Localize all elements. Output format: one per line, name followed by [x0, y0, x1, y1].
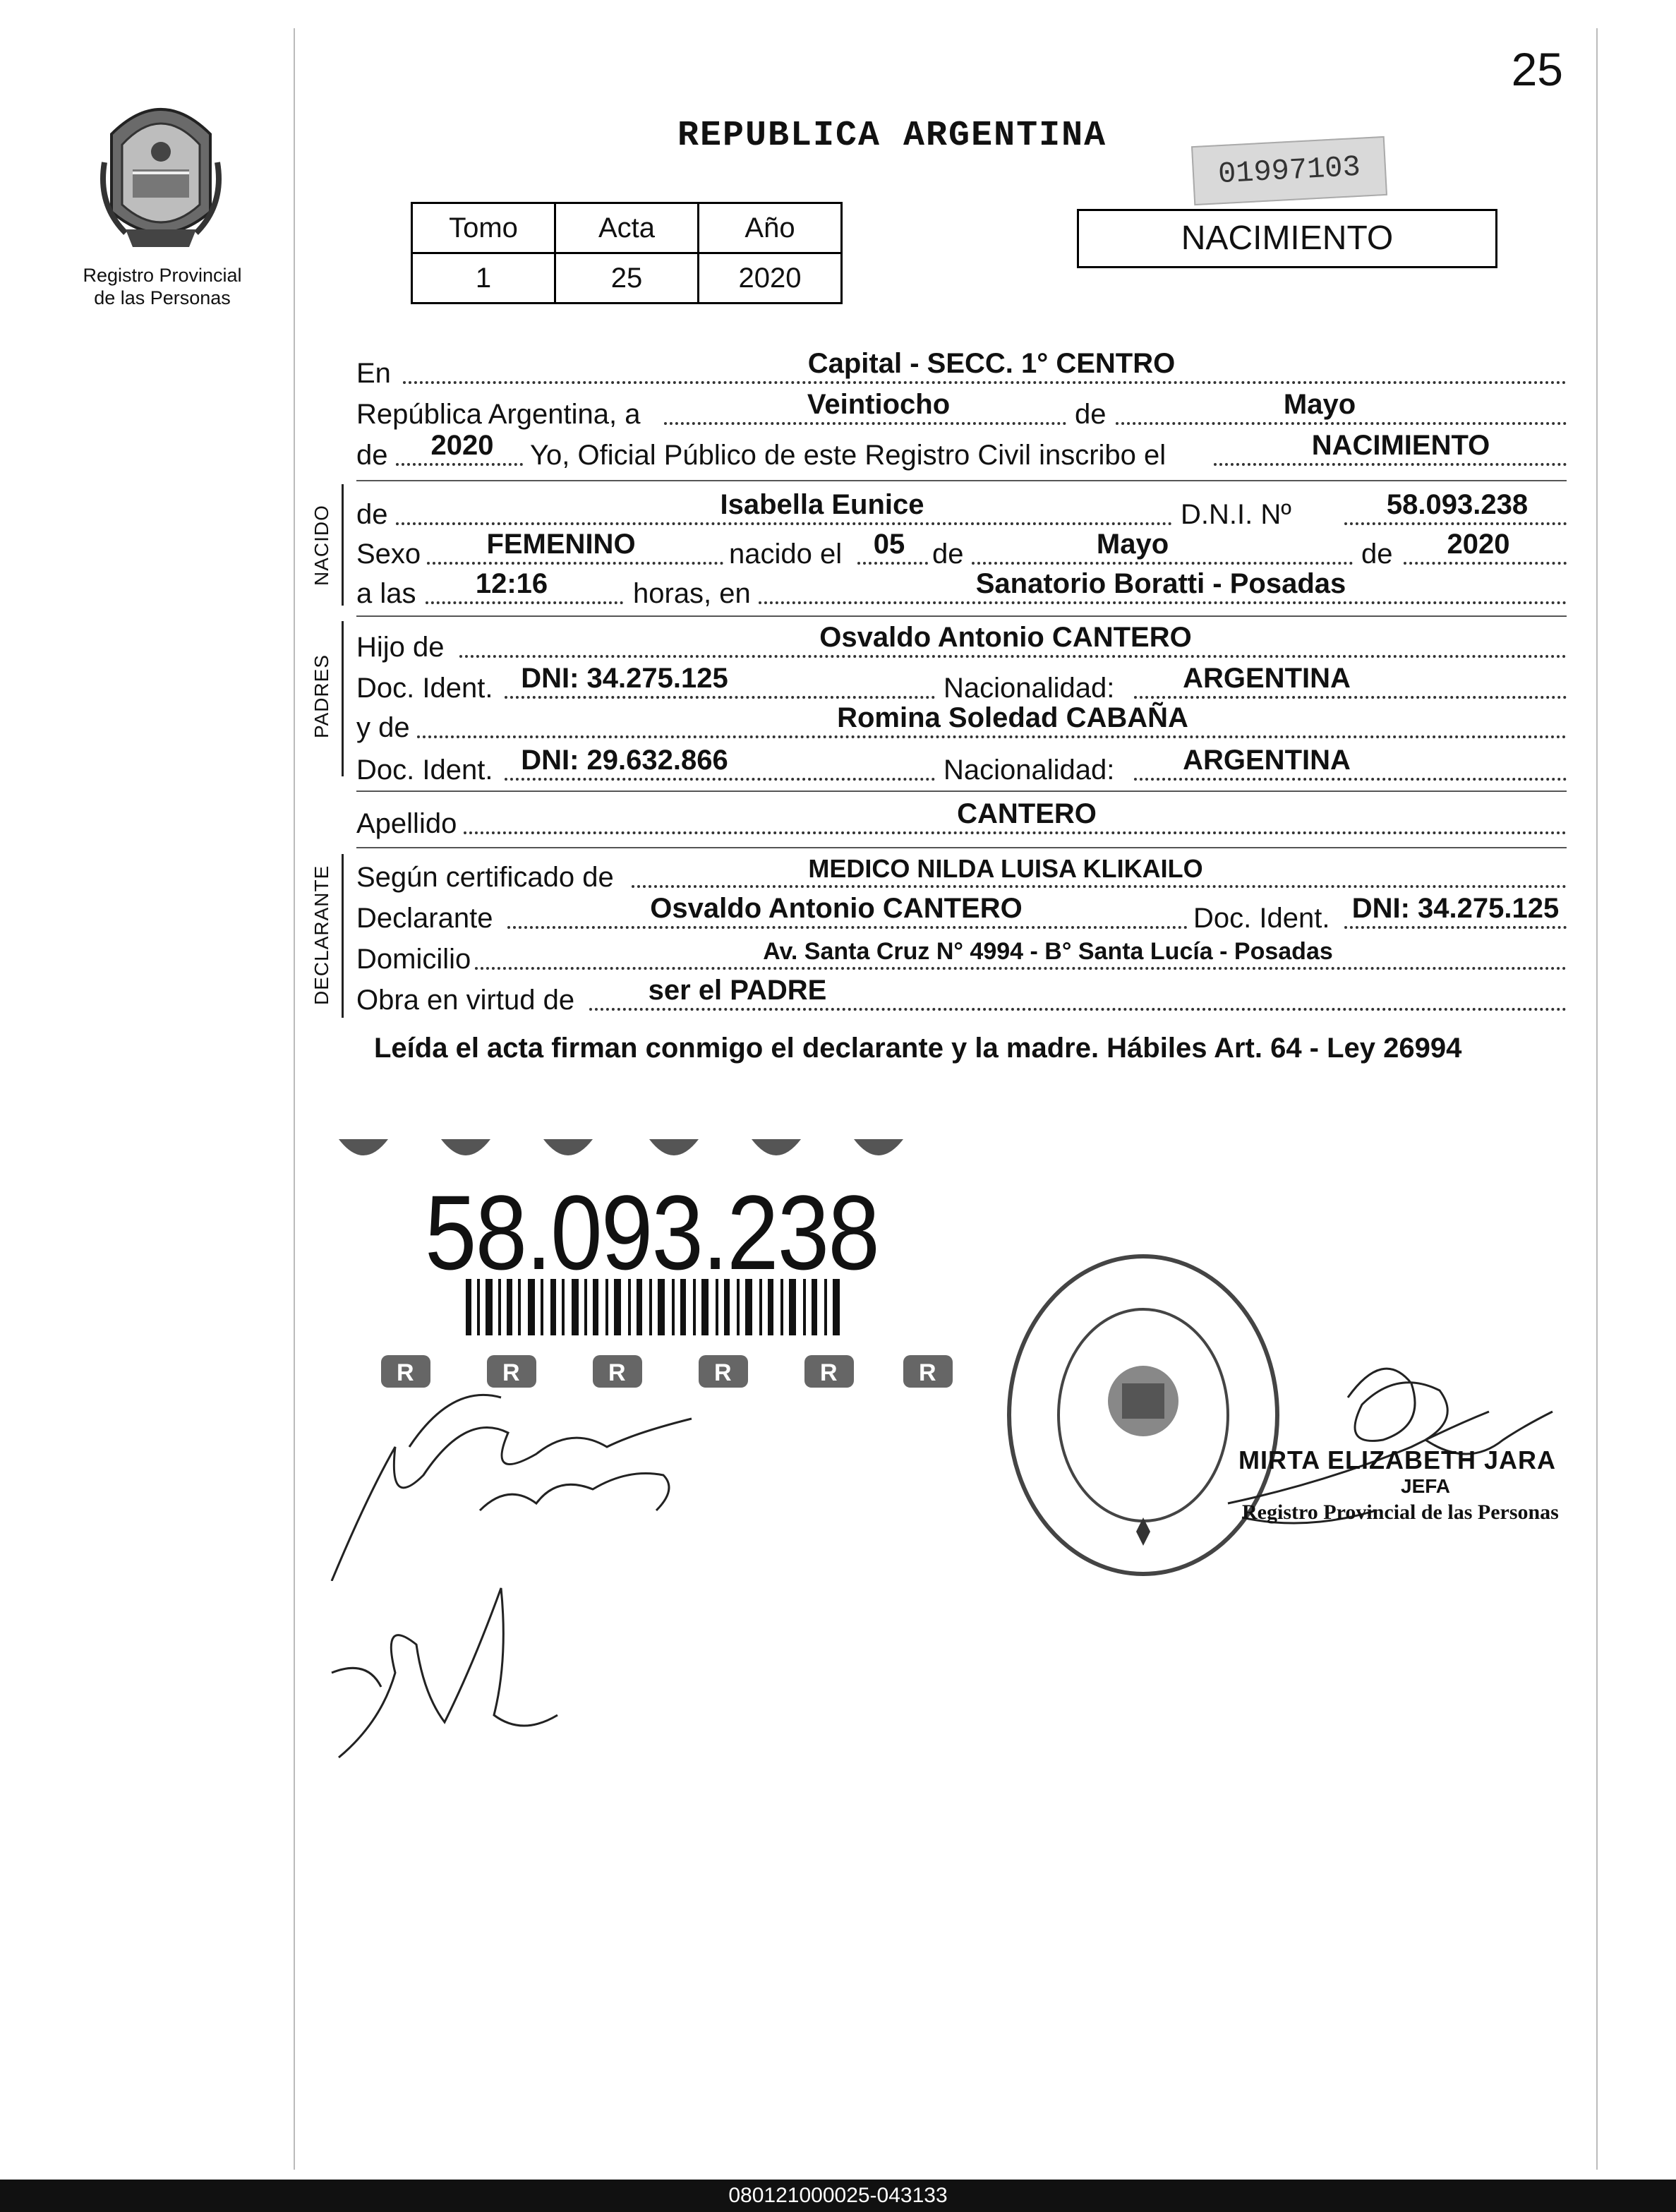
de-label: de [1075, 399, 1107, 430]
row-sexo [356, 529, 1567, 572]
nacido-section-label: NACIDO [311, 505, 332, 586]
de-prefix-label: de [356, 440, 388, 471]
row-inscribo [356, 430, 1567, 473]
footer-bar [0, 2180, 1676, 2212]
padres-section-label: PADRES [311, 654, 332, 738]
hijo-de-label: Hijo de [356, 632, 445, 663]
document-type-box: NACIMIENTO [1077, 209, 1497, 268]
page-number: 25 [1511, 43, 1563, 95]
row-fecha [356, 389, 1567, 432]
registry-table-value-row [412, 253, 842, 303]
svg-text:R: R [502, 1359, 520, 1386]
hora-value: 12:16 [475, 568, 548, 599]
acta-value: 25 [555, 253, 699, 303]
padre-nombre-value: Osvaldo Antonio CANTERO [819, 622, 1192, 653]
dotted-line [475, 967, 1567, 970]
official-office: Registro Provincial de las Personas [1242, 1501, 1559, 1524]
svg-text:R: R [714, 1359, 732, 1386]
tomo-value: 1 [412, 253, 555, 303]
anio-value: 2020 [699, 253, 842, 303]
anio-nacimiento-value: 2020 [1447, 529, 1510, 560]
registry-table [411, 202, 843, 304]
madre-nombre-value: Romina Soledad CABAÑA [837, 702, 1188, 733]
dni-value: 58.093.238 [1386, 489, 1529, 520]
row-madre-doc [356, 745, 1567, 788]
certificado-value: MEDICO NILDA LUISA KLIKAILO [808, 854, 1203, 883]
dotted-line [972, 562, 1353, 565]
padre-doc-value: DNI: 34.275.125 [521, 663, 728, 694]
dotted-line [1344, 522, 1567, 525]
svg-text:R: R [820, 1359, 838, 1386]
dia-value: Veintiocho [807, 389, 951, 420]
horas-en-label: horas, en [633, 578, 751, 609]
madre-nacionalidad-value: ARGENTINA [1183, 745, 1351, 776]
de-label: de [356, 499, 388, 530]
registry-table-header-row [412, 203, 842, 253]
row-nombre [356, 489, 1567, 532]
right-margin-line [1596, 28, 1598, 2170]
dotted-line [464, 831, 1567, 834]
row-lugar [356, 348, 1567, 391]
doc-ident-label: Doc. Ident. [1193, 903, 1330, 934]
closing-statement: Leída el acta firman conmigo el declarante y la madre. Hábiles Art. 64 - Ley 26994 [374, 1033, 1462, 1064]
row-apellido [356, 798, 1567, 841]
dotted-line [589, 1008, 1567, 1011]
lugar-nacimiento-value: Sanatorio Boratti - Posadas [975, 568, 1346, 599]
provincia-misiones-seal-logo [83, 92, 239, 261]
declarante-doc-value: DNI: 34.275.125 [1351, 893, 1560, 924]
acta-header: Acta [555, 203, 699, 253]
document-title: REPUBLICA ARGENTINA [677, 116, 1107, 156]
divider [356, 791, 1567, 792]
a-las-label: a las [356, 578, 416, 609]
doc-ident-label: Doc. Ident. [356, 755, 493, 786]
row-certificado [356, 855, 1567, 895]
nacionalidad-label: Nacionalidad: [943, 673, 1115, 704]
row-hora [356, 568, 1567, 611]
row-declarante [356, 893, 1567, 936]
dotted-line [857, 562, 928, 565]
padre-nacionalidad-value: ARGENTINA [1183, 663, 1351, 694]
svg-text:R: R [608, 1359, 626, 1386]
apellido-value: CANTERO [957, 798, 1097, 829]
de-label-2: de [932, 539, 964, 570]
dotted-line [1116, 422, 1567, 425]
dotted-line [664, 422, 1066, 425]
declarante-section-label: DECLARANTE [311, 865, 332, 1005]
row-padre-doc [356, 663, 1567, 706]
official-role: JEFA [1401, 1475, 1451, 1497]
inscribo-label: Yo, Oficial Público de este Registro Civil inscribo el [530, 440, 1166, 471]
divider [356, 480, 1567, 481]
logo-caption: Registro Provincial de las Personas [83, 265, 242, 308]
sexo-value: FEMENINO [486, 529, 636, 560]
divider [356, 615, 1567, 617]
footer-code: 080121000025-043133 [728, 2184, 948, 2207]
nacido-section-bar [342, 484, 344, 606]
dotted-line [1214, 463, 1567, 466]
dotted-line [507, 926, 1188, 929]
dotted-line [417, 735, 1567, 738]
apellido-label: Apellido [356, 808, 457, 839]
dia-nacimiento-value: 05 [873, 529, 905, 560]
dotted-line [403, 381, 1567, 384]
republica-label: República Argentina, a [356, 399, 641, 430]
madre-signature-graphic [325, 1553, 579, 1779]
padres-section-bar [342, 621, 344, 776]
row-domicilio [356, 937, 1567, 977]
dotted-line [632, 885, 1567, 888]
obra-label: Obra en virtud de [356, 985, 575, 1016]
dotted-line [1344, 926, 1567, 929]
certificado-label: Según certificado de [356, 862, 614, 893]
nombre-value: Isabella Eunice [720, 489, 924, 520]
dotted-line [396, 463, 523, 466]
de-label-3: de [1361, 539, 1393, 570]
anio-header: Año [699, 203, 842, 253]
declarante-value: Osvaldo Antonio CANTERO [650, 893, 1023, 924]
left-margin-line [294, 28, 295, 2170]
dotted-line [1404, 562, 1567, 565]
doc-ident-label: Doc. Ident. [356, 673, 493, 704]
madre-doc-value: DNI: 29.632.866 [521, 745, 728, 776]
tomo-header: Tomo [412, 203, 555, 253]
tipo-value: NACIMIENTO [1311, 430, 1490, 461]
declarante-label: Declarante [356, 903, 493, 934]
en-label: En [356, 358, 391, 389]
dotted-line [459, 655, 1567, 658]
nacido-el-label: nacido el [729, 539, 843, 570]
domicilio-value: Av. Santa Cruz N° 4994 - B° Santa Lucía - Posadas [763, 938, 1333, 965]
dotted-line [759, 601, 1567, 604]
official-name: MIRTA ELIZABETH JARA [1238, 1445, 1556, 1474]
lugar-value: Capital - SECC. 1° CENTRO [807, 348, 1176, 379]
domicilio-label: Domicilio [356, 944, 471, 975]
dni-label: D.N.I. Nº [1181, 499, 1291, 530]
mes-value: Mayo [1283, 389, 1356, 420]
svg-text:R: R [919, 1359, 936, 1386]
nacionalidad-label: Nacionalidad: [943, 755, 1115, 786]
dotted-line [1134, 778, 1567, 781]
sticker-dni-number: 58.093.238 [425, 1173, 879, 1292]
dotted-line [505, 778, 935, 781]
mes-nacimiento-value: Mayo [1096, 529, 1169, 560]
row-obra [356, 975, 1567, 1018]
dotted-line [396, 522, 1172, 525]
row-madre [356, 702, 1567, 745]
y-de-label: y de [356, 712, 410, 743]
declarante-signature-graphic [325, 1369, 720, 1581]
svg-text:R: R [397, 1359, 414, 1386]
serial-number-stamp: 01997103 [1191, 136, 1387, 205]
anio-value: 2020 [430, 430, 494, 461]
divider [356, 847, 1567, 848]
sexo-label: Sexo [356, 539, 421, 570]
dotted-line [426, 601, 623, 604]
declarante-section-bar [342, 854, 344, 1018]
obra-value: ser el PADRE [648, 975, 827, 1006]
row-padre [356, 622, 1567, 665]
dotted-line [1134, 696, 1567, 699]
dotted-line [505, 696, 935, 699]
dotted-line [427, 562, 723, 565]
